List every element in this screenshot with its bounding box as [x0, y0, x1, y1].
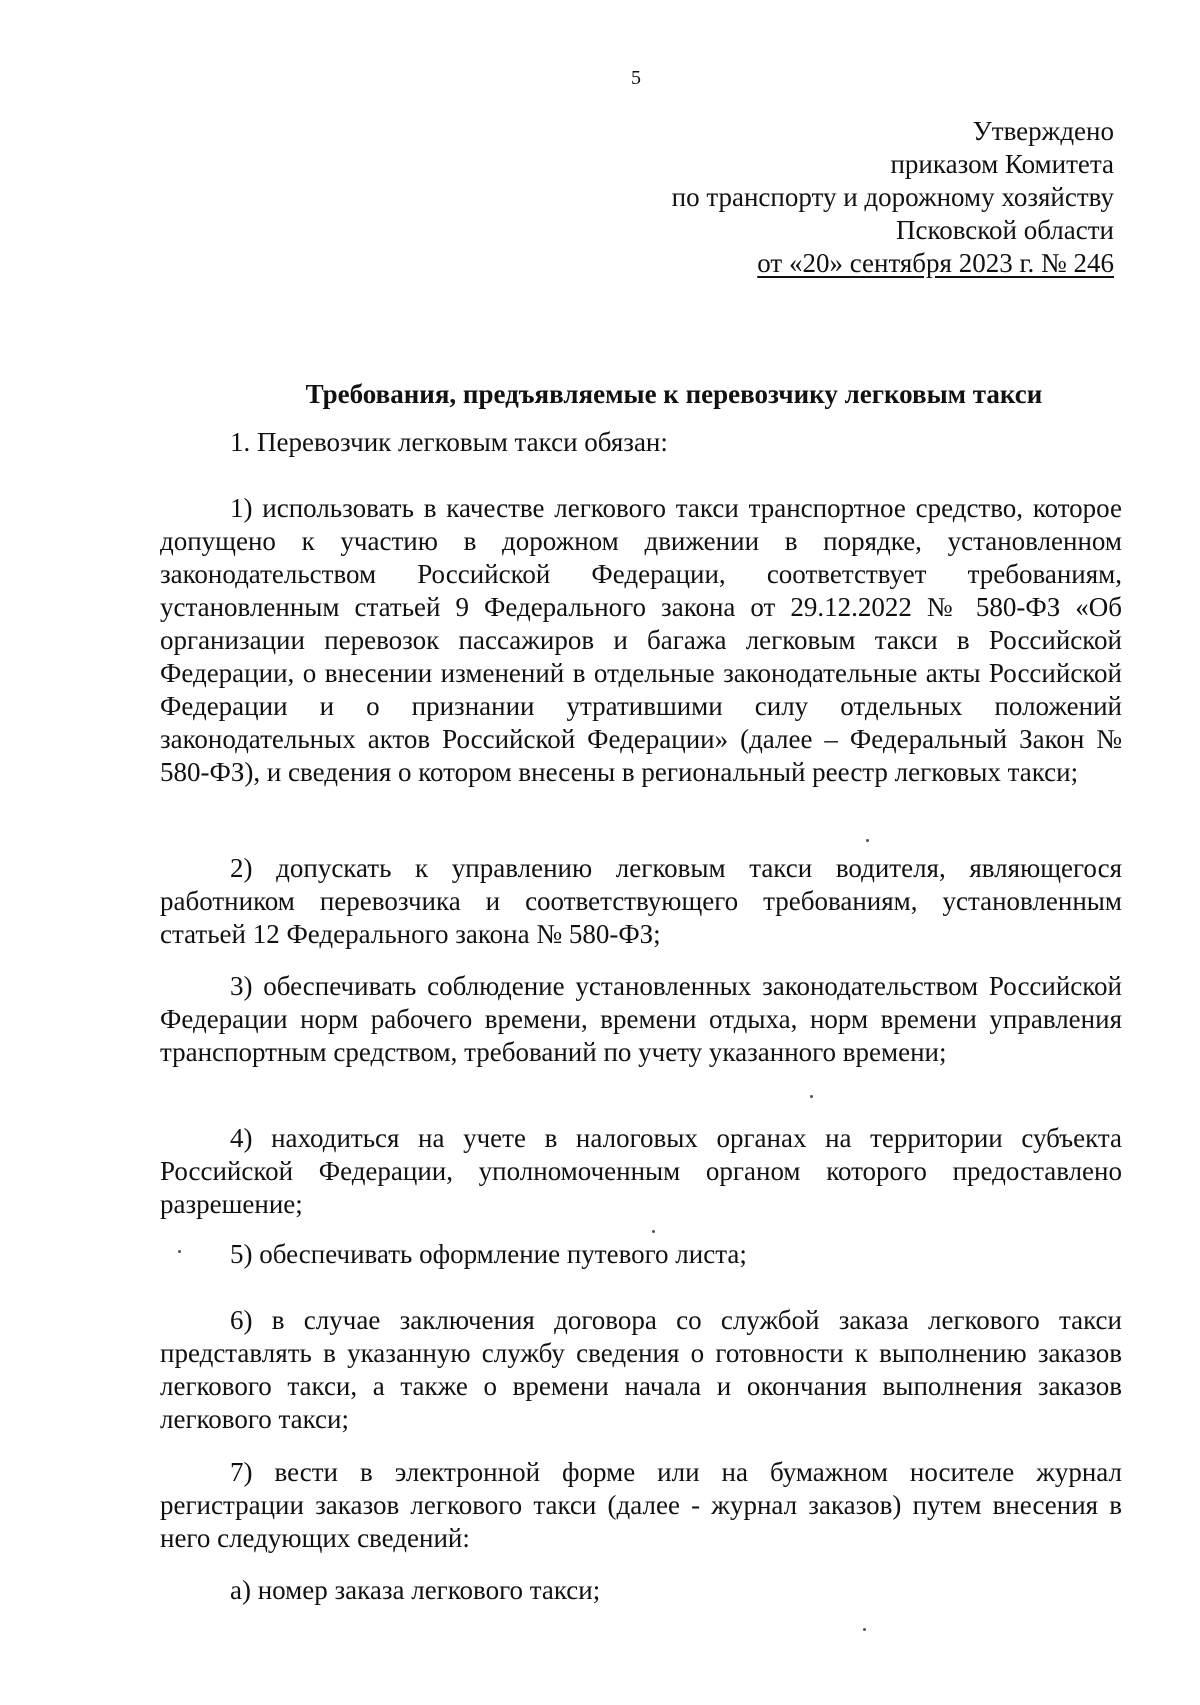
approval-line-2: приказом Комитета [890, 149, 1114, 179]
approval-line-4: Псковской области [895, 215, 1114, 245]
scan-speck [866, 839, 869, 842]
paragraph-item-2: 2) допускать к управлению легковым такси водителя, являющегося работником перевозчика и соответствующего требованиям, установленным статьей 12 Федерального закона № 580-ФЗ; [160, 853, 1122, 949]
document-title: Требования, предъявляемые к перевозчику легковым такси [305, 379, 1043, 409]
paragraph-item-7: 7) вести в электронной форме или на бумажном носителе журнал регистрации заказов легкового такси (далее - журнал заказов) путем внесения в него следующих сведений: [160, 1457, 1122, 1553]
paragraph-item-a: а) номер заказа легкового такси; [230, 1575, 601, 1605]
approval-date-number: от «20» сентября 2023 г. № 246 [757, 248, 1114, 278]
scan-speck [652, 1230, 655, 1233]
paragraph-item-5: 5) обеспечивать оформление путевого листа; [230, 1239, 747, 1269]
approval-line-1: Утверждено [972, 116, 1114, 146]
paragraph-item-6: 6) в случае заключения договора со службой заказа легкового такси представлять в указанную службу сведения о готовности к выполнению заказов легкового такси, а также о времени начала и окончания выполнения заказов легкового такси; [160, 1305, 1122, 1434]
page-number: 5 [631, 67, 641, 89]
scan-speck [178, 1250, 181, 1253]
approval-line-3: по транспорту и дорожному хозяйству [671, 182, 1114, 212]
paragraph-intro: 1. Перевозчик легковым такси обязан: [230, 427, 668, 457]
scan-speck [863, 1628, 866, 1631]
approval-block [672, 115, 1114, 280]
paragraph-item-4: 4) находиться на учете в налоговых органах на территории субъекта Российской Федерации, уполномоченным органом которого предоставлено разрешение; [160, 1123, 1122, 1219]
scan-speck [810, 1095, 813, 1098]
paragraph-item-3: 3) обеспечивать соблюдение установленных законодательством Российской Федерации норм рабочего времени, времени отдыха, норм времени управления транспортным средством, требований по учету указанного времени; [160, 971, 1122, 1067]
paragraph-item-1: 1) использовать в качестве легкового такси транспортное средство, которое допущено к участию в дорожном движении в порядке, установленном законодательством Российской Федерации, соответствует требованиям, установленным статьей 9 Федерального закона от 29.12.2022 № 580-ФЗ «Об организации перевозок пассажиров и багажа легковым такси в Российской Федерации, о внесении изменений в отдельные законодательные акты Российской Федерации и о признании утратившими силу отдельных положений законодательных актов Российской Федерации» (далее – Федеральный Закон № 580-ФЗ), и сведения о котором внесены в региональный реестр легковых такси; [160, 493, 1122, 787]
